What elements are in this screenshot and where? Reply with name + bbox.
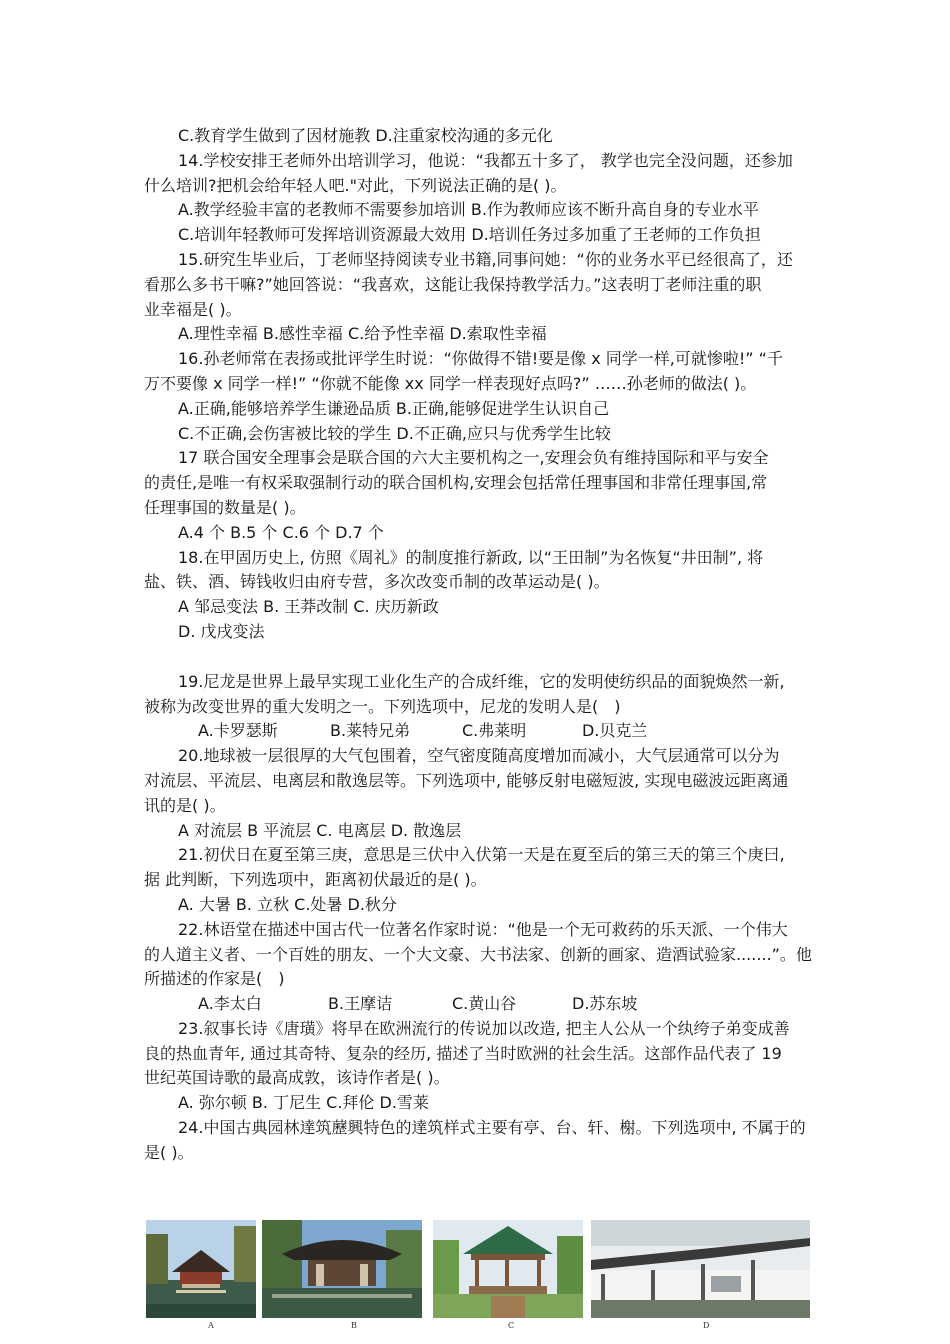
text-line: 看那么多书干嘛?”她回答说：“我喜欢，这能让我保持教学活力。”这表明丁老师注重的职 [144, 274, 762, 294]
pavilion-picture-a [146, 1220, 256, 1318]
option-line: A 邹忌变法 B. 王莽改制 C. 庆历新政 [178, 597, 439, 617]
question-17: 17 联合国安全理事会是联合国的六大主要机构之一,安理会负有维持国际和平与安全 [178, 448, 769, 468]
question-23: 23.叙事长诗《唐璜》将早在欧洲流行的传说加以改造, 把主人公从一个纨绔子弟变成善 [178, 1018, 790, 1038]
pavilion-picture-d [591, 1220, 810, 1318]
text-line: 是( )。 [144, 1142, 194, 1162]
question-22: 22.林语堂在描述中国古代一位著名作家时说：“他是一个无可救药的乐天派、一个伟大 [178, 919, 788, 939]
option-d: D.贝克兰 [582, 721, 648, 741]
text-line: 据 此判断，下列选项中，距离初伏最近的是( )。 [144, 870, 487, 890]
option-line: A.理性幸福 B.感性幸福 C.给予性幸福 D.索取性幸福 [178, 324, 547, 344]
option-line: A.教学经验丰富的老教师不需要参加培训 B.作为教师应该不断升高自身的专业水平 [178, 200, 759, 220]
option-line: A.正确,能够培养学生谦逊品质 B.正确,能够促进学生认识自己 [178, 398, 610, 418]
text-line: 什么培训?把机会给年轻人吧."对此，下列说法正确的是( )。 [144, 175, 567, 195]
question-20: 20.地球被一层很厚的大气包围着，空气密度随高度增加而减小，大气层通常可以分为 [178, 746, 780, 766]
text-line: C.教育学生做到了因材施教 D.注重家校沟通的多元化 [178, 126, 553, 145]
option-a: A.李太白 [198, 994, 262, 1014]
option-line: C.培训年轻教师可发挥培训资源最大效用 D.培训任务过多加重了王老师的工作负担 [178, 225, 761, 245]
option-b: B.莱特兄弟 [330, 721, 411, 741]
pavilion-picture-c [433, 1220, 583, 1318]
question-24: 24.中国古典园林達筑藶興特色的達筑样式主要有亭、台、轩、榭。下列选项中, 不属于的 [178, 1118, 806, 1138]
option-b: B.王摩诘 [328, 994, 393, 1014]
option-line: A. 弥尔顿 B. 丁尼生 C.拜伦 D.雪莱 [178, 1093, 429, 1113]
question-15: 15.研究生毕业后，丁老师坚持阅读专业书籍,同事问她：“你的业务水平已经很高了，还 [178, 249, 793, 269]
q19-options [144, 719, 814, 744]
picture-label-a: A [208, 1321, 214, 1330]
text-line: 讯的是( )。 [144, 795, 226, 815]
text-line: 的责任,是唯一有权采取强制行动的联合国机构,安理会包括常任理事国和非常任理事国,常 [144, 473, 768, 493]
option-line: D. 戊戌变法 [178, 621, 265, 641]
question-text [144, 124, 814, 1166]
text-line: 的人道主义者、一个百姓的朋友、一个大文豪、大书法家、创新的画家、造酒试验家.......”。他 [144, 944, 812, 964]
option-a: A.卡罗瑟斯 [198, 721, 278, 741]
question-19: 19.尼龙是世界上最早实现工业化生产的合成纤维，它的发明使纺织品的面貌焕然一新, [178, 671, 785, 691]
text-line: 对流层、平流层、电离层和散逸层等。下列选项中, 能够反射电磁短波, 实现电磁波远距离通 [144, 770, 789, 790]
question-16: 16.孙老师常在表扬或批评学生时说：“你做得不错!要是像 x 同学一样,可就惨啦!” “千 [178, 349, 783, 369]
text-line: 所描述的作家是( ) [144, 969, 285, 989]
pavilion-picture-b [262, 1220, 422, 1318]
text-line: 万不要像 x 同学一样!” “你就不能像 xx 同学一样表现好点吗?” ……孙老师的做法( )。 [144, 373, 757, 393]
question-14: 14.学校安排王老师外出培训学习，他说：“我都五十多了， 教学也完全没问题，还参加 [178, 150, 793, 170]
option-line: A 对流层 B 平流层 C. 电离层 D. 散逸层 [178, 820, 462, 840]
text-line: 任理事国的数量是( )。 [144, 497, 306, 517]
text-line: 世纪英国诗歌的最高成敦，该诗作者是( )。 [144, 1068, 450, 1088]
picture-label-b: B [351, 1321, 357, 1330]
text-line: 业幸福是( )。 [144, 299, 242, 319]
option-line: A.4 个 B.5 个 C.6 个 D.7 个 [178, 522, 384, 542]
option-d: D.苏东坡 [572, 994, 638, 1014]
question-21: 21.初伏日在夏至第三庚，意思是三伏中入伏第一天是在夏至后的第三天的第三个庚曰, [178, 845, 785, 865]
text-line: 良的热血青年, 通过其奇特、复杂的经历, 描述了当时欧洲的社会生活。这部作品代表了 19 [144, 1043, 782, 1063]
picture-options [0, 1220, 950, 1344]
option-c: C.弗莱明 [462, 721, 527, 741]
q22-options [144, 992, 814, 1017]
option-line: C.不正确,会伤害被比较的学生 D.不正确,应只与优秀学生比较 [178, 423, 611, 443]
question-18: 18.在甲固历史上, 仿照《周礼》的制度推行新政, 以“王田制”为名恢复“井田制”, 将 [178, 547, 764, 567]
text-line: 盐、铁、酒、铸钱收归由府专营，多次改变币制的改革运动是( )。 [144, 572, 610, 592]
option-line: A. 大暑 B. 立秋 C.处暑 D.秋分 [178, 894, 397, 914]
option-c: C.黄山谷 [452, 994, 517, 1014]
picture-label-d: D [703, 1321, 710, 1330]
picture-label-c: C [508, 1321, 515, 1330]
text-line: 被称为改变世界的重大发明之一。下列选项中，尼龙的发明人是( ) [144, 696, 621, 716]
